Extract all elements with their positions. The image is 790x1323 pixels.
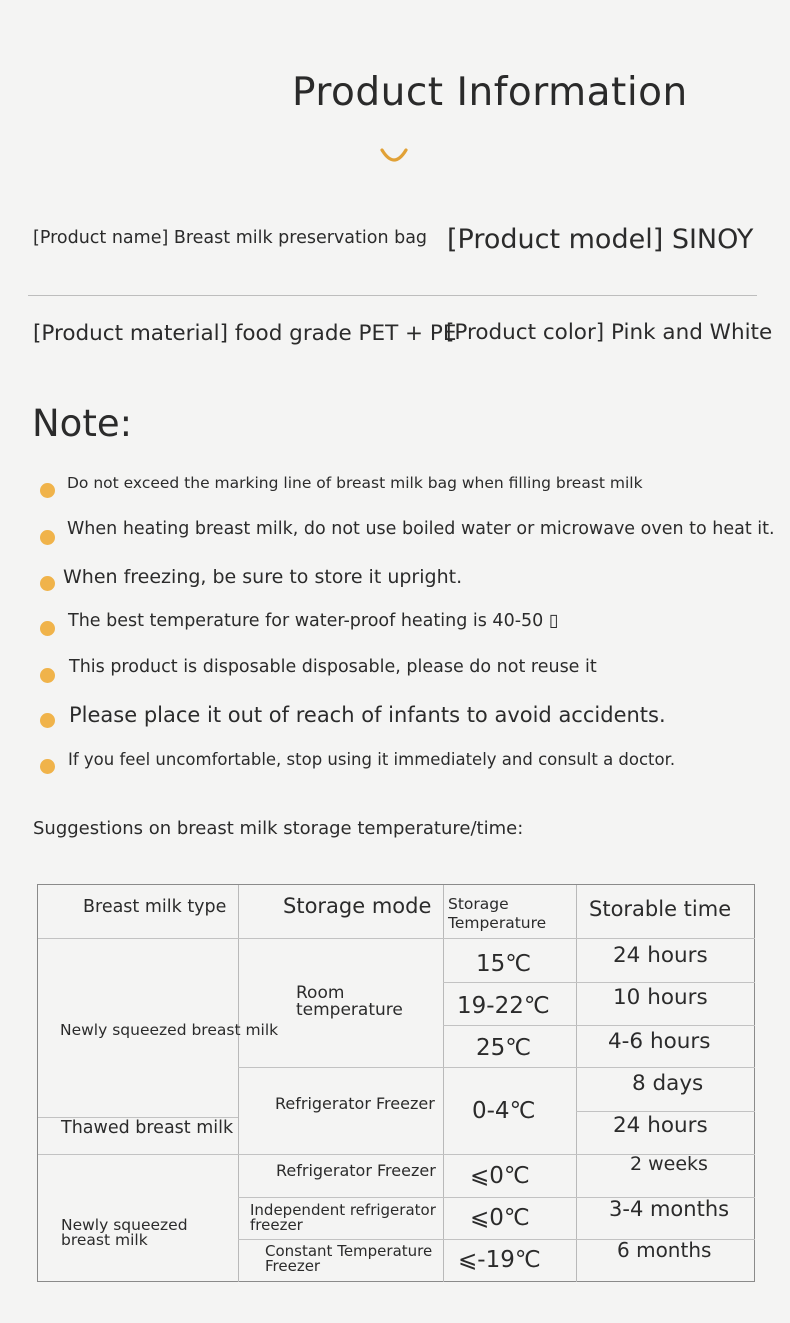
- table-gridline: [443, 982, 755, 983]
- product-model: [Product model] SINOY: [447, 224, 754, 255]
- table-gridline: [576, 1111, 755, 1112]
- smile-icon: [378, 140, 410, 168]
- table-gridline: [443, 1025, 755, 1026]
- column-header: Storage Temperature: [448, 895, 547, 932]
- storage-mode-cell: Room temperature: [296, 983, 403, 1020]
- storage-mode-cell: Constant Temperature Freezer: [265, 1242, 433, 1275]
- note-item-text: When heating breast milk, do not use boiled water or microwave oven to heat it.: [67, 519, 775, 539]
- storage-mode-cell: Refrigerator Freezer: [276, 1161, 436, 1180]
- product-material: [Product material] food grade PET + PE: [33, 321, 457, 346]
- bullet-icon: [40, 530, 55, 545]
- divider: [28, 295, 757, 296]
- milk-type-cell: Newly squeezed breast milk: [60, 1021, 279, 1039]
- storage-mode-cell: Refrigerator Freezer: [275, 1094, 435, 1113]
- storable-time-cell: 24 hours: [613, 943, 708, 968]
- table-gridline: [576, 885, 577, 1282]
- bullet-icon: [40, 668, 55, 683]
- bullet-icon: [40, 576, 55, 591]
- temperature-cell: 25℃: [476, 1035, 532, 1061]
- note-item-text: Please place it out of reach of infants to avoid accidents.: [69, 703, 666, 727]
- note-item-text: When freezing, be sure to store it upright.: [63, 566, 463, 588]
- bullet-icon: [40, 759, 55, 774]
- storage-table: [37, 884, 755, 1282]
- bullet-icon: [40, 483, 55, 498]
- storable-time-cell: 4-6 hours: [608, 1029, 711, 1054]
- storable-time-cell: 6 months: [617, 1238, 712, 1262]
- bullet-icon: [40, 621, 55, 636]
- note-item-text: This product is disposable disposable, please do not reuse it: [69, 657, 597, 677]
- storable-time-cell: 3-4 months: [609, 1197, 730, 1221]
- storage-mode-cell: Independent refrigerator freezer: [250, 1201, 436, 1234]
- product-name: [Product name] Breast milk preservation bag: [33, 228, 428, 248]
- temperature-cell: 19-22℃: [457, 993, 550, 1019]
- column-header: Storable time: [589, 897, 732, 921]
- temperature-cell: 15℃: [476, 951, 532, 977]
- product-color: [Product color] Pink and White: [446, 320, 773, 345]
- temperature-cell: ⩽-19℃: [458, 1247, 541, 1273]
- storable-time-cell: 24 hours: [613, 1113, 708, 1138]
- note-item-text: Do not exceed the marking line of breast milk bag when filling breast milk: [67, 474, 643, 492]
- column-header: Breast milk type: [83, 897, 227, 917]
- page-title: Product Information: [292, 70, 688, 115]
- column-header: Storage mode: [283, 894, 432, 918]
- milk-type-cell: Thawed breast milk: [61, 1118, 234, 1138]
- temperature-cell: ⩽0℃: [470, 1163, 530, 1189]
- storable-time-cell: 2 weeks: [630, 1153, 708, 1175]
- temperature-cell: ⩽0℃: [470, 1205, 530, 1231]
- table-gridline: [38, 938, 755, 939]
- temperature-cell: 0-4℃: [472, 1098, 536, 1124]
- note-heading: Note:: [32, 402, 133, 445]
- note-item-text: If you feel uncomfortable, stop using it immediately and consult a doctor.: [68, 750, 676, 769]
- table-gridline: [238, 1067, 755, 1068]
- milk-type-cell: Newly squeezed breast milk: [61, 1216, 188, 1249]
- storable-time-cell: 10 hours: [613, 985, 708, 1010]
- bullet-icon: [40, 713, 55, 728]
- note-item-text: The best temperature for water-proof heating is 40-50 ▯: [68, 611, 559, 631]
- storable-time-cell: 8 days: [632, 1071, 704, 1096]
- storage-caption: Suggestions on breast milk storage temperature/time:: [33, 818, 524, 839]
